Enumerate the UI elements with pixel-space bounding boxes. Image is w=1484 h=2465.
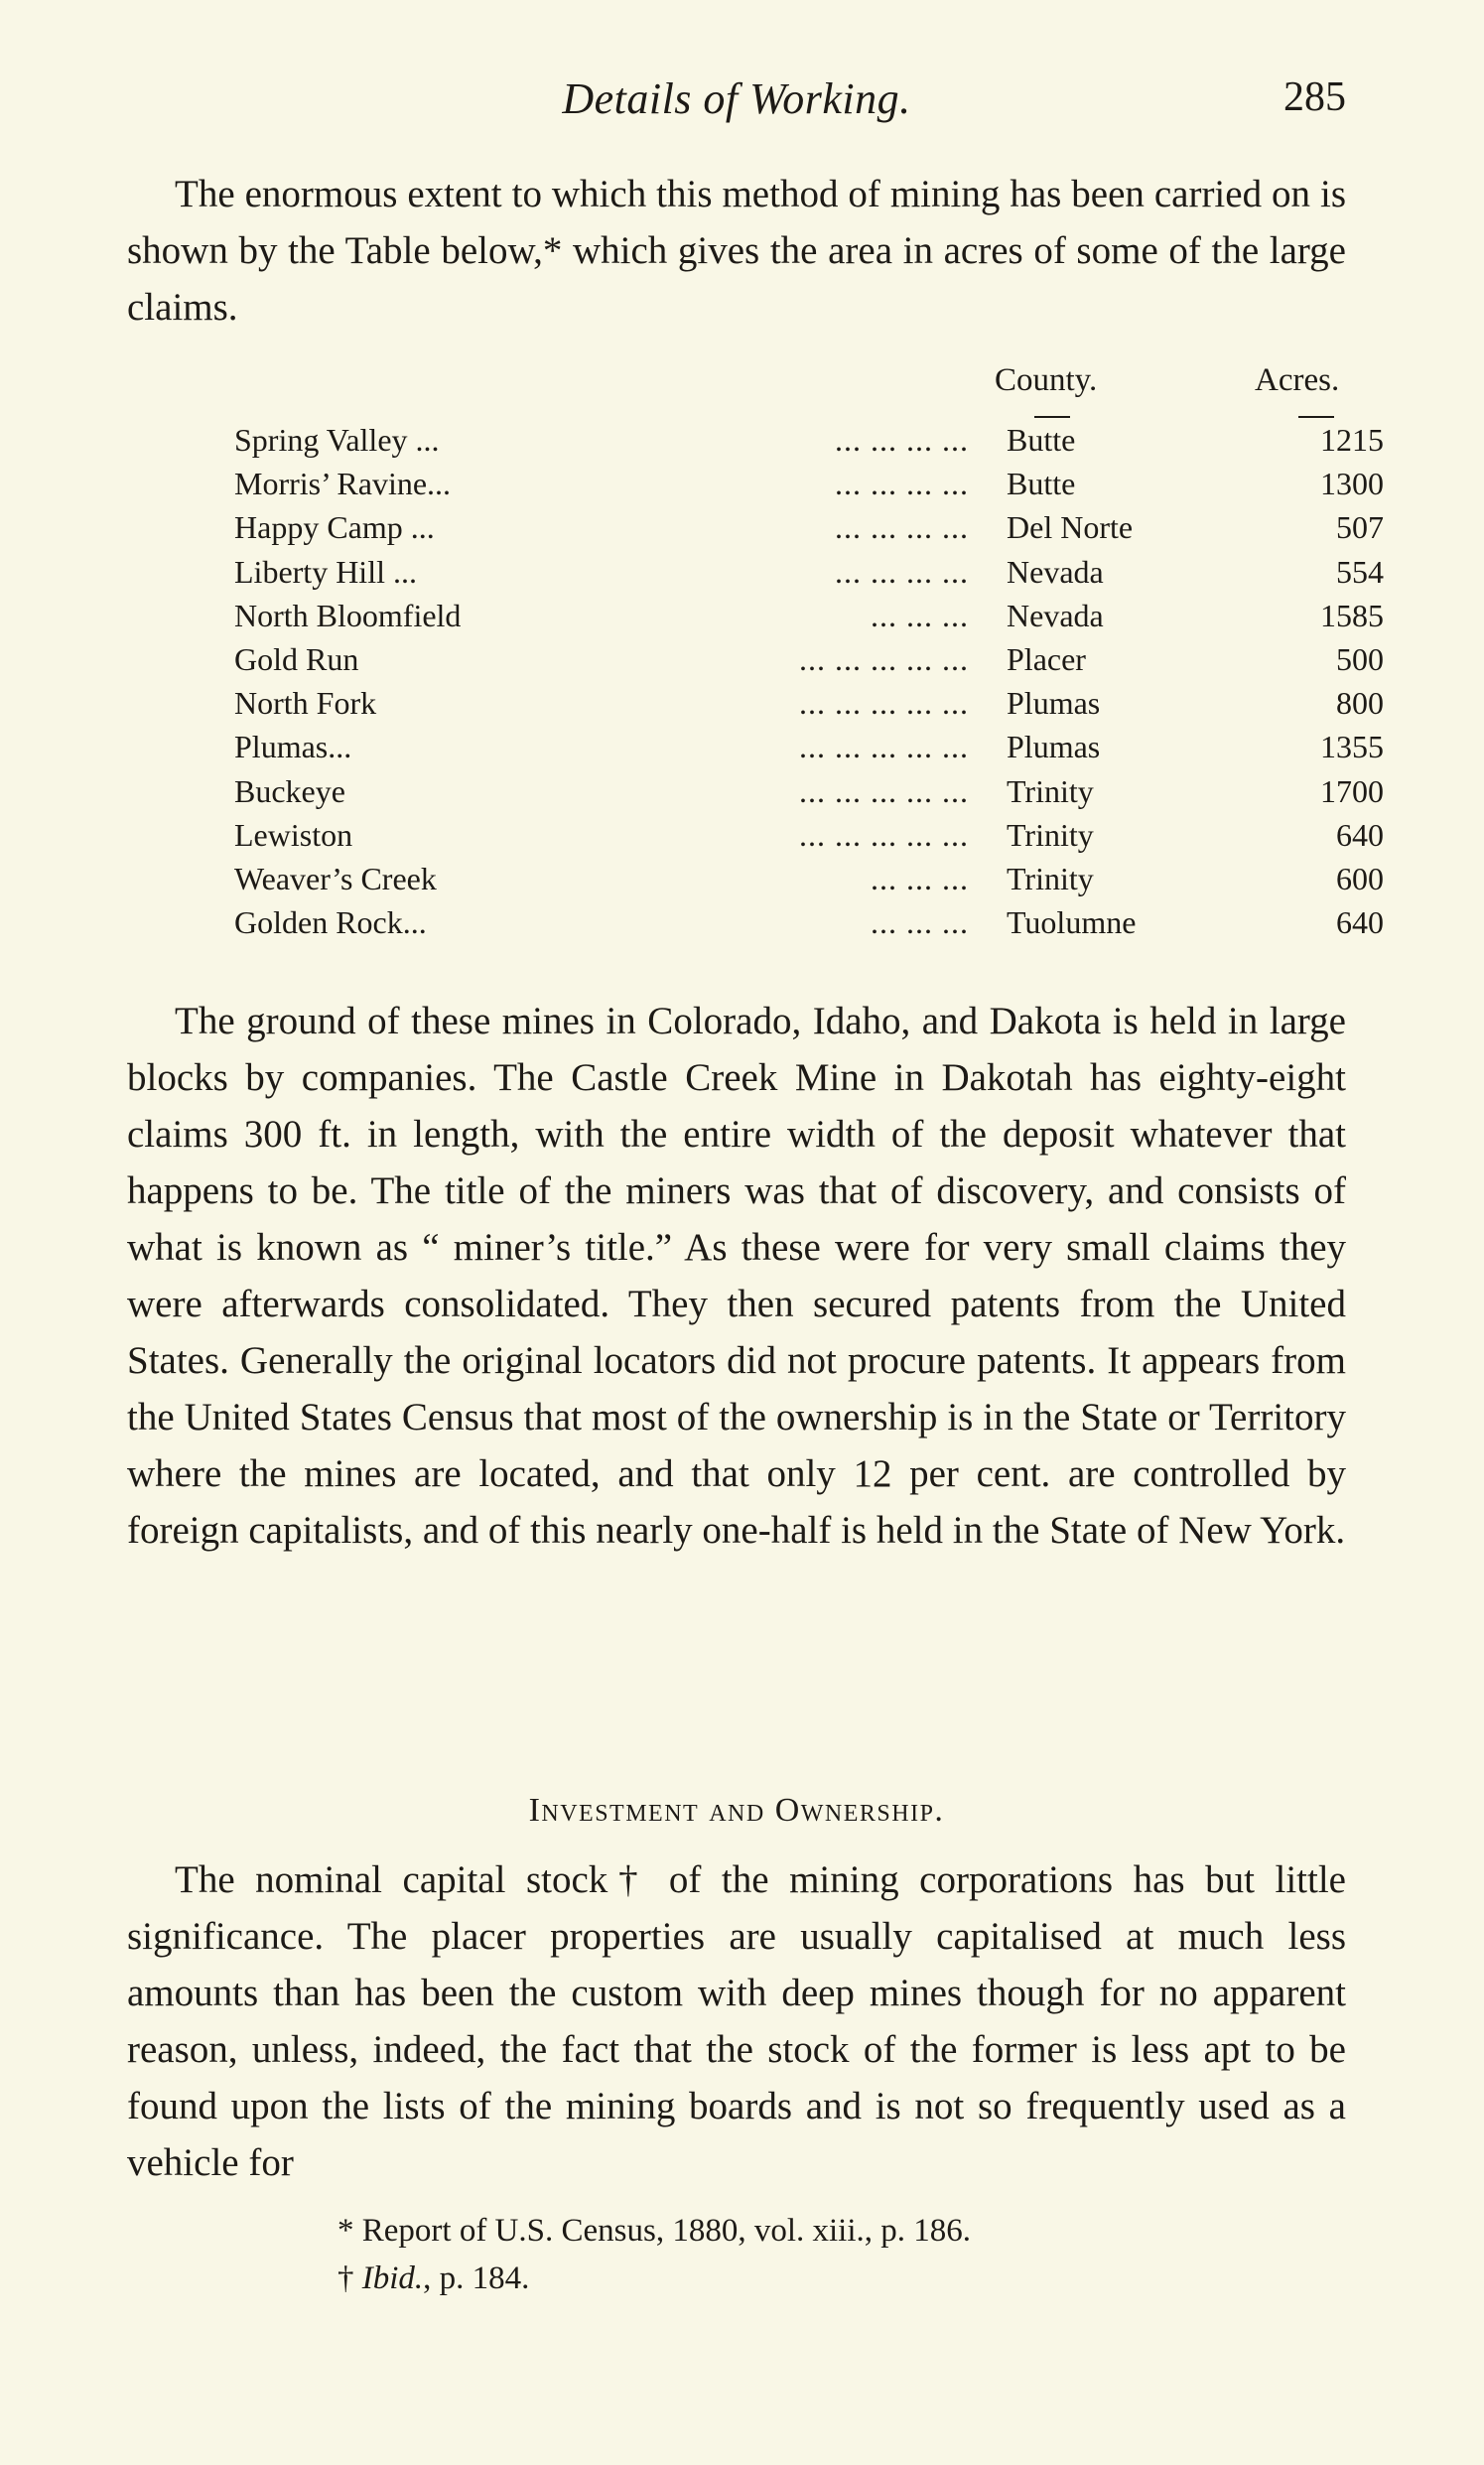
claim-name: Lewiston [234, 816, 353, 853]
claim-row [234, 900, 1396, 944]
claim-row [234, 550, 1396, 594]
claim-row [234, 462, 1396, 505]
claim-county: Nevada [1007, 597, 1104, 633]
dot-leaders: ... ... ... ... ... [799, 729, 969, 765]
claims-table-header [234, 362, 1396, 418]
claim-name: North Fork [234, 685, 377, 722]
claims-table-body [234, 418, 1396, 944]
claim-acres: 1700 [1320, 772, 1384, 809]
footnote-ibid [337, 2255, 971, 2302]
claim-name: Weaver’s Creek [234, 860, 437, 896]
footnote-census: * Report of U.S. Census, 1880, vol. xiii., p. 186. [337, 2213, 972, 2249]
dot-leaders: ... ... ... [871, 860, 969, 896]
claim-acres: 1585 [1320, 597, 1384, 633]
footnote-dagger: † [337, 2260, 362, 2296]
claim-county: Nevada [1007, 553, 1104, 590]
claim-name: Buckeye [234, 772, 345, 809]
dot-leaders: ... ... ... ... [835, 466, 969, 502]
claim-acres: 1355 [1320, 729, 1384, 765]
claim-row [234, 725, 1396, 768]
claim-name: North Bloomfield [234, 597, 462, 633]
section-heading: Investment and Ownership. [528, 1792, 945, 1829]
claim-acres: 600 [1336, 860, 1384, 896]
dot-leaders: ... ... ... ... ... [799, 772, 969, 809]
claim-acres: 1215 [1320, 422, 1384, 458]
dot-leaders: ... ... ... ... ... [799, 816, 969, 853]
claim-name: Morris’ Ravine... [234, 466, 452, 502]
claim-county: Tuolumne [1007, 904, 1137, 941]
claim-name: Spring Valley ... [234, 422, 440, 458]
claim-county: Trinity [1007, 860, 1094, 896]
claim-county: Butte [1007, 422, 1076, 458]
claim-name: Happy Camp ... [234, 509, 435, 546]
running-title: Details of Working. [562, 74, 911, 123]
claim-name: Liberty Hill ... [234, 553, 417, 590]
footnotes [337, 2207, 971, 2302]
dot-leaders: ... ... ... ... ... [799, 640, 969, 677]
running-header [127, 73, 1346, 133]
footnote-ibid-page: , p. 184. [423, 2260, 530, 2296]
claim-county: Butte [1007, 466, 1076, 502]
claim-row [234, 594, 1396, 637]
claim-county: Plumas [1007, 729, 1101, 765]
claim-acres: 640 [1336, 904, 1384, 941]
claim-name: Golden Rock... [234, 904, 427, 941]
claim-row [234, 505, 1396, 549]
dot-leaders: ... ... ... [871, 904, 969, 941]
dot-leaders: ... ... ... [871, 597, 969, 633]
claim-acres: 640 [1336, 816, 1384, 853]
dot-leaders: ... ... ... ... [835, 553, 969, 590]
page-number: 285 [1283, 74, 1346, 120]
claim-row [234, 857, 1396, 900]
claim-acres: 800 [1336, 685, 1384, 722]
claim-row [234, 769, 1396, 813]
claim-row [234, 681, 1396, 725]
book-page [127, 0, 1384, 2465]
claim-county: Placer [1007, 640, 1086, 677]
claim-name: Plumas... [234, 729, 352, 765]
dot-leaders: ... ... ... ... ... [799, 685, 969, 722]
intro-paragraph: The enormous extent to which this method of mining has been carried on is shown by the Table below,* which gives the area in acres of some of the large claims. [127, 173, 1346, 329]
claim-county: Plumas [1007, 685, 1101, 722]
claim-acres: 1300 [1320, 466, 1384, 502]
claim-row [234, 418, 1396, 462]
ownership-paragraph: The ground of these mines in Colorado, Idaho, and Dakota is held in large blocks by companies. The Castle Creek Mine in Dakotah has eighty-eight claims 300 ft. in length, with the entire width of the deposit whatever that happens to be. The title of the miners was that of discovery, and consists of what is known as “ miner’s title.” As these were for very small claims they were afterwards consolidated. They then secured patents from the United States. Generally the original locators did not procure patents. It appears from the United States Census that most of the ownership is in the State or Territory where the mines are located, and that only 12 per cent. are controlled by foreign capitalists, and of this nearly one-half is held in the State of New York. [127, 1000, 1346, 1552]
footnote-ibid-word: Ibid. [361, 2260, 424, 2296]
claim-county: Trinity [1007, 816, 1094, 853]
dot-leaders: ... ... ... ... [835, 509, 969, 546]
claim-acres: 554 [1336, 553, 1384, 590]
county-column-header: County. [995, 362, 1098, 398]
claim-row [234, 637, 1396, 681]
claim-county: Del Norte [1007, 509, 1134, 546]
claim-acres: 500 [1336, 640, 1384, 677]
dot-leaders: ... ... ... ... [835, 422, 969, 458]
claims-table [234, 362, 1396, 944]
claim-row [234, 813, 1396, 857]
acres-column-header: Acres. [1255, 362, 1340, 398]
capital-paragraph: The nominal capital stock† of the mining corporations has but little significance. The placer properties are usually capitalised at much less amounts than has been the custom with deep mines though for no apparent reason, unless, indeed, the fact that the stock of the former is less apt to be found upon the lists of the mining boards and is not so frequently used as a vehicle for [127, 1858, 1346, 2184]
claim-name: Gold Run [234, 640, 359, 677]
claim-county: Trinity [1007, 772, 1094, 809]
claim-acres: 507 [1336, 509, 1384, 546]
